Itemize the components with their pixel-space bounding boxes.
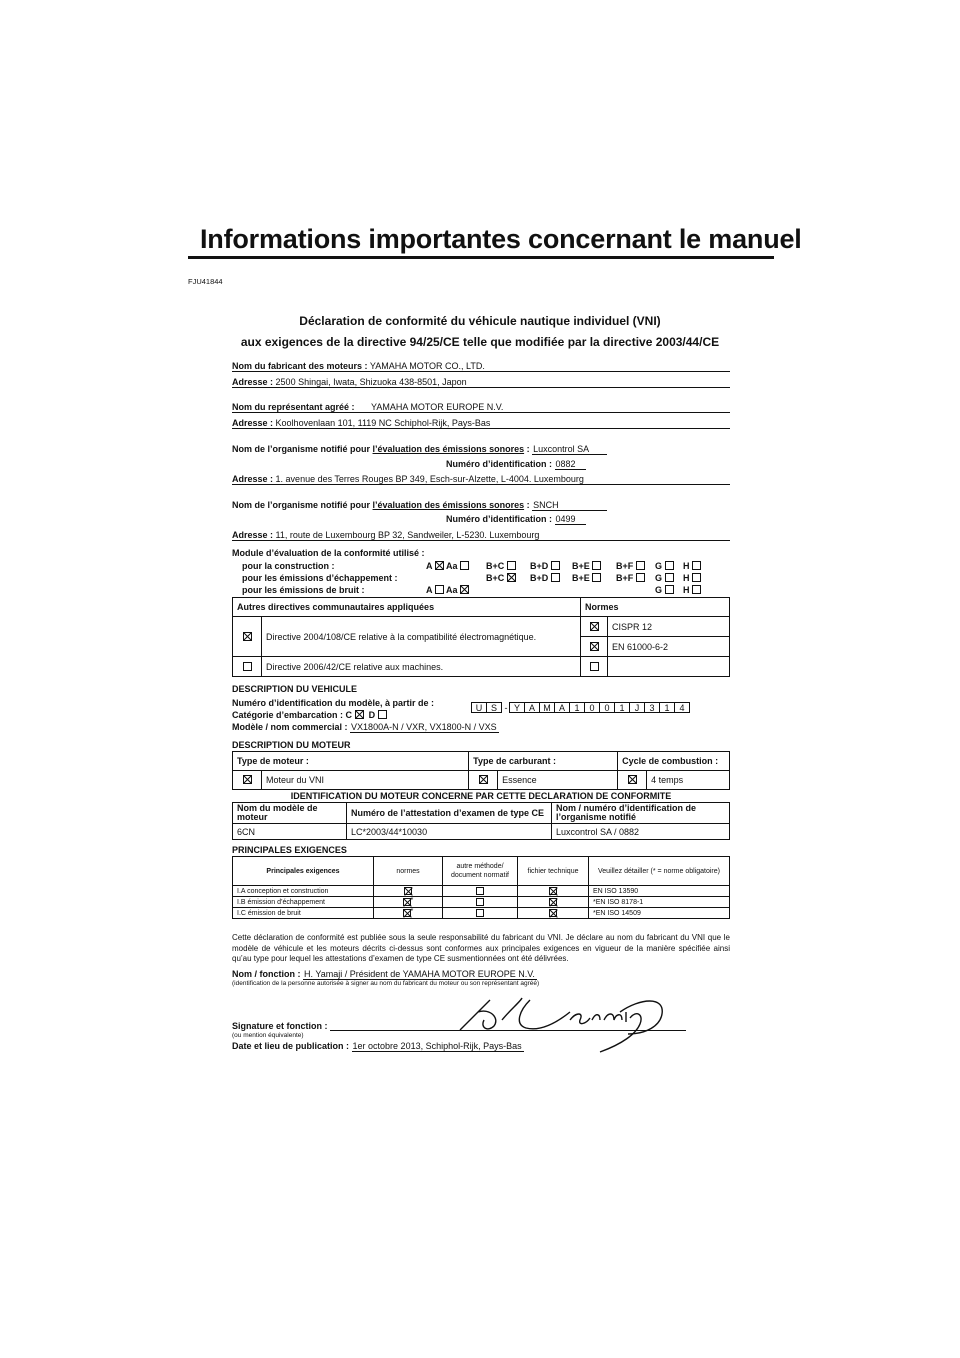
module-option-label: B+F <box>616 573 636 583</box>
module-option <box>572 561 601 571</box>
module-option <box>486 561 516 571</box>
vin-character: 1 <box>614 702 630 713</box>
notified-body-1-name-value: Luxcontrol SA <box>532 444 607 455</box>
vin-character: 0 <box>584 702 600 713</box>
engine-heading: DESCRIPTION DU MOTEUR <box>232 740 351 750</box>
signatory-name-label: Nom / fonction : <box>232 969 301 979</box>
vin-character: Y <box>509 702 525 713</box>
requirements-col2: normes <box>374 857 443 886</box>
requirement-cell: I.A conception et construction <box>233 886 374 897</box>
field-line <box>232 371 730 372</box>
checkbox-unchecked[interactable] <box>665 573 674 582</box>
vehicle-heading: DESCRIPTION DU VEHICULE <box>232 684 358 694</box>
vehicle-id-label: Numéro d’identification du modèle, à partir de : <box>232 698 435 708</box>
vin-character: 1 <box>569 702 585 713</box>
field-line <box>232 428 730 429</box>
certificate-value: LC*2003/44*10030 <box>347 824 552 840</box>
module-row-label: pour la construction : <box>242 561 335 571</box>
model-label: Modèle / nom commercial : <box>232 722 348 732</box>
module-option <box>426 561 444 571</box>
requirement-cell: I.C émission de bruit <box>233 908 374 919</box>
engine-model-value: 6CN <box>233 824 347 840</box>
notified-body-2-name-value: SNCH <box>532 500 607 511</box>
checkbox-unchecked[interactable] <box>592 573 601 582</box>
notified-body-header: Nom / numéro d’identification de l’organisme notifié <box>552 803 730 824</box>
signatory-name-row <box>232 969 537 980</box>
checkbox-unchecked[interactable] <box>636 561 645 570</box>
module-option-label: B+D <box>530 561 551 571</box>
notified-body-2-address-row <box>232 530 539 540</box>
combustion-cycle-header: Cycle de combustion : <box>618 752 730 771</box>
checkbox-unchecked[interactable] <box>665 561 674 570</box>
norms-col-header: Normes <box>581 598 730 617</box>
vin-chars <box>510 698 690 715</box>
table-row <box>233 886 730 897</box>
field-line <box>232 412 730 413</box>
module-option-label: Aa <box>446 585 461 595</box>
notified-body-2-id-label: Numéro d’identification : <box>446 514 553 524</box>
module-option-label: H <box>683 561 692 571</box>
checkbox-checked[interactable] <box>403 909 411 917</box>
directives-table <box>232 597 730 677</box>
module-option <box>683 573 701 583</box>
vin-character: U <box>471 702 487 713</box>
notified-body-2-id-value: 0499 <box>555 514 586 525</box>
declaration-title-line1: Déclaration de conformité du véhicule nautique individuel (VNI) <box>299 314 661 328</box>
module-option-label: G <box>655 561 665 571</box>
checkbox-checked[interactable] <box>549 898 557 906</box>
requirement-cell: EN ISO 13590 <box>589 886 730 897</box>
fuel-type-header: Type de carburant : <box>469 752 618 771</box>
table-row <box>233 908 730 919</box>
module-option-label: A <box>426 585 435 595</box>
checkbox-unchecked[interactable] <box>592 561 601 570</box>
module-option-label: B+C <box>486 573 507 583</box>
checkbox-checked[interactable] <box>628 775 637 784</box>
category-label: Catégorie d’embarcation : <box>232 710 344 720</box>
module-option <box>683 561 701 571</box>
module-option <box>486 573 516 583</box>
engine-type-value: Moteur du VNI <box>262 771 469 790</box>
representative-address-row <box>232 418 490 428</box>
vin-character: 0 <box>599 702 615 713</box>
model-value: VX1800A-N / VXR, VX1800-N / VXS <box>351 722 497 732</box>
module-option <box>683 585 701 595</box>
checkbox-unchecked[interactable] <box>551 573 560 582</box>
statement-paragraph: Cette déclaration de conformité est publiée sous la seule responsabilité du fabricant du VNI. Je déclare au nom du fabricant du VNI que le modèle de véhicule et les moteurs décrits ci-dessus sont conformes aux principales exigences en vigueur de la manière spécifiée ainsi qu’au type pour lequel les attestations d’examen de type CE susmentionnées ont été délivrées. <box>232 933 730 963</box>
checkbox-unchecked[interactable] <box>476 887 484 895</box>
module-option-label: B+C <box>486 561 507 571</box>
checkbox-unchecked[interactable] <box>590 662 599 671</box>
mandatory-marker: * <box>410 897 414 904</box>
requirements-table <box>232 856 730 919</box>
engine-model-header: Nom du modèle de moteur <box>233 803 347 824</box>
requirement-cell: *EN ISO 14509 <box>589 908 730 919</box>
module-option-label: B+F <box>616 561 636 571</box>
module-option-label: H <box>683 573 692 583</box>
combustion-cycle-value: 4 temps <box>647 771 730 790</box>
directive-1-cell <box>233 617 262 657</box>
checkbox-checked[interactable] <box>549 909 557 917</box>
requirement-cell: I.B émission d’échappement <box>233 897 374 908</box>
vin-character: A <box>554 702 570 713</box>
signature-note: (ou mention équivalente) <box>232 1032 304 1039</box>
manufacturer-name-row <box>232 361 485 371</box>
manufacturer-address-row <box>232 377 467 387</box>
notified-body-2-address-label: Adresse : <box>232 530 274 540</box>
module-option <box>616 561 645 571</box>
notified-body-2-name-row <box>232 500 607 511</box>
requirement-cell: *EN ISO 8178-1 <box>589 897 730 908</box>
title-divider <box>188 256 774 259</box>
category-row <box>232 710 387 720</box>
notified-body-2-label: Nom de l’organisme notifié pour l’évaluation des émissions sonores : <box>232 500 530 510</box>
category-d-label: D <box>368 710 376 720</box>
notified-body-value: Luxcontrol SA / 0882 <box>552 824 730 840</box>
notified-body-1-name-row <box>232 444 607 455</box>
category-d-checkbox[interactable] <box>378 710 387 719</box>
module-option <box>655 573 674 583</box>
category-c-checkbox[interactable] <box>355 710 364 719</box>
vehicle-id-boxes <box>472 698 690 716</box>
directive-2-text: Directive 2006/42/CE relative aux machines. <box>262 657 581 677</box>
vin-character: A <box>524 702 540 713</box>
checkbox-checked[interactable] <box>590 642 599 651</box>
requirements-col4: fichier technique <box>518 857 589 886</box>
table-row <box>233 897 730 908</box>
module-option <box>655 585 674 595</box>
checkbox-checked[interactable] <box>404 887 412 895</box>
representative-name-label: Nom du représentant agréé : <box>232 402 355 412</box>
module-row-label: pour les émissions de bruit : <box>242 585 365 595</box>
module-option-label: B+E <box>572 573 593 583</box>
field-line <box>232 387 730 388</box>
manufacturer-address-label: Adresse : <box>232 377 274 387</box>
checkbox-unchecked[interactable] <box>692 585 701 594</box>
module-option-label: G <box>655 585 665 595</box>
module-option-label: B+D <box>530 573 551 583</box>
engine-type-header: Type de moteur : <box>233 752 469 771</box>
manufacturer-name-value: YAMAHA MOTOR CO., LTD. <box>369 361 485 371</box>
vin-character: M <box>539 702 555 713</box>
norm-1: CISPR 12 <box>608 617 730 637</box>
checkbox-unchecked[interactable] <box>460 561 469 570</box>
manufacturer-address-value: 2500 Shingai, Iwata, Shizuoka 438-8501, Japon <box>275 377 467 387</box>
requirements-col5: Veuillez détailler (* = norme obligatoire) <box>589 857 730 886</box>
module-option <box>655 561 674 571</box>
notified-body-1-id-row <box>446 459 586 470</box>
checkbox-unchecked[interactable] <box>551 561 560 570</box>
checkbox-checked[interactable] <box>243 775 252 784</box>
identification-table <box>232 802 730 840</box>
manufacturer-name-label: Nom du fabricant des moteurs : <box>232 361 368 371</box>
notified-body-1-label: Nom de l’organisme notifié pour l’évaluation des émissions sonores : <box>232 444 530 454</box>
mandatory-marker: * <box>410 908 414 915</box>
checkbox-checked[interactable] <box>507 573 516 582</box>
module-option <box>530 561 560 571</box>
module-option-label: A <box>426 561 435 571</box>
representative-name-row <box>232 402 503 412</box>
date-label: Date et lieu de publication : <box>232 1041 350 1051</box>
category-c-label: C <box>345 710 353 720</box>
vin-character: 4 <box>674 702 690 713</box>
checkbox-unchecked[interactable] <box>476 898 484 906</box>
checkbox-unchecked[interactable] <box>507 561 516 570</box>
module-option <box>572 573 601 583</box>
vin-character: J <box>629 702 645 713</box>
signature-row <box>232 1021 328 1031</box>
checkbox-checked[interactable] <box>479 775 488 784</box>
checkbox-unchecked[interactable] <box>476 909 484 917</box>
requirements-heading: PRINCIPALES EXIGENCES <box>232 845 347 855</box>
module-option <box>530 573 560 583</box>
directives-col-header: Autres directives communautaires appliquées <box>233 598 581 617</box>
module-option <box>446 585 469 595</box>
requirements-col3: autre méthode/ document normatif <box>443 857 518 886</box>
norm-2: EN 61000-6-2 <box>608 637 730 657</box>
representative-address-value: Koolhovenlaan 101, 1119 NC Schiphol-Rijk, Pays-Bas <box>275 418 491 428</box>
representative-address-label: Adresse : <box>232 418 274 428</box>
requirements-body <box>233 886 730 919</box>
vin-character: 1 <box>659 702 675 713</box>
checkbox-checked[interactable] <box>549 887 557 895</box>
vin-dash: - <box>504 703 508 713</box>
checkbox-checked[interactable] <box>243 632 252 641</box>
module-option-label: B+E <box>572 561 593 571</box>
directive-1-text: Directive 2004/108/CE relative à la compatibilité électromagnétique. <box>262 617 581 657</box>
checkbox-unchecked[interactable] <box>665 585 674 594</box>
checkbox-unchecked[interactable] <box>636 573 645 582</box>
module-row-label: pour les émissions d’échappement : <box>242 573 398 583</box>
declaration-title-line2: aux exigences de la directive 94/25/CE telle que modifiée par la directive 2003/44/CE <box>240 335 720 349</box>
signatory-name-note: (identification de la personne autorisée à signer au nom du fabricant du moteur ou son représentant agréé) <box>232 980 540 987</box>
module-option <box>426 585 444 595</box>
vin-prefix <box>472 698 502 715</box>
module-option <box>446 561 469 571</box>
signature-line <box>330 1030 686 1031</box>
vin-character: S <box>486 702 502 713</box>
checkbox-unchecked[interactable] <box>692 561 701 570</box>
signature-label: Signature et fonction : <box>232 1021 328 1031</box>
checkbox-checked[interactable] <box>403 898 411 906</box>
signatory-name-value: H. Yamaji / Président de YAMAHA MOTOR EUROPE N.V. <box>304 969 535 979</box>
fuel-type-value: Essence <box>498 771 618 790</box>
checkbox-checked[interactable] <box>435 561 444 570</box>
vin-character: 3 <box>644 702 660 713</box>
page-title: Informations importantes concernant le manuel <box>200 224 802 254</box>
module-option <box>616 573 645 583</box>
module-option-label: G <box>655 573 665 583</box>
identification-heading: IDENTIFICATION DU MOTEUR CONCERNE PAR CETTE DECLARATION DE CONFORMITE <box>290 791 672 801</box>
field-line <box>232 540 730 541</box>
checkbox-unchecked[interactable] <box>692 573 701 582</box>
notified-body-1-id-label: Numéro d’identification : <box>446 459 553 469</box>
module-heading: Module d’évaluation de la conformité utilisé : <box>232 548 425 558</box>
notified-body-1-id-value: 0882 <box>555 459 586 470</box>
notified-body-1-address-value: 1. avenue des Terres Rouges BP 349, Esch-sur-Alzette, L-4004. Luxembourg <box>275 474 584 484</box>
representative-name-value: YAMAHA MOTOR EUROPE N.V. <box>371 402 504 412</box>
date-value: 1er octobre 2013, Schiphol-Rijk, Pays-Bas <box>352 1041 522 1051</box>
notified-body-1-address-row <box>232 474 584 484</box>
notified-body-2-id-row <box>446 514 586 525</box>
checkbox-unchecked[interactable] <box>243 662 252 671</box>
model-row <box>232 722 499 733</box>
document-code: FJU41844 <box>188 277 223 286</box>
module-option-label: H <box>683 585 692 595</box>
date-row <box>232 1041 524 1052</box>
field-line <box>232 484 730 485</box>
notified-body-2-address-value: 11, route de Luxembourg BP 32, Sandweiler, L-5230. Luxembourg <box>275 530 540 540</box>
certificate-header: Numéro de l’attestation d’examen de type CE <box>347 803 552 824</box>
notified-body-1-address-label: Adresse : <box>232 474 274 484</box>
checkbox-unchecked[interactable] <box>435 585 444 594</box>
checkbox-checked[interactable] <box>590 622 599 631</box>
engine-table <box>232 751 730 790</box>
module-option-label: Aa <box>446 561 461 571</box>
requirements-col1: Principales exigences <box>233 857 374 886</box>
checkbox-checked[interactable] <box>460 585 469 594</box>
